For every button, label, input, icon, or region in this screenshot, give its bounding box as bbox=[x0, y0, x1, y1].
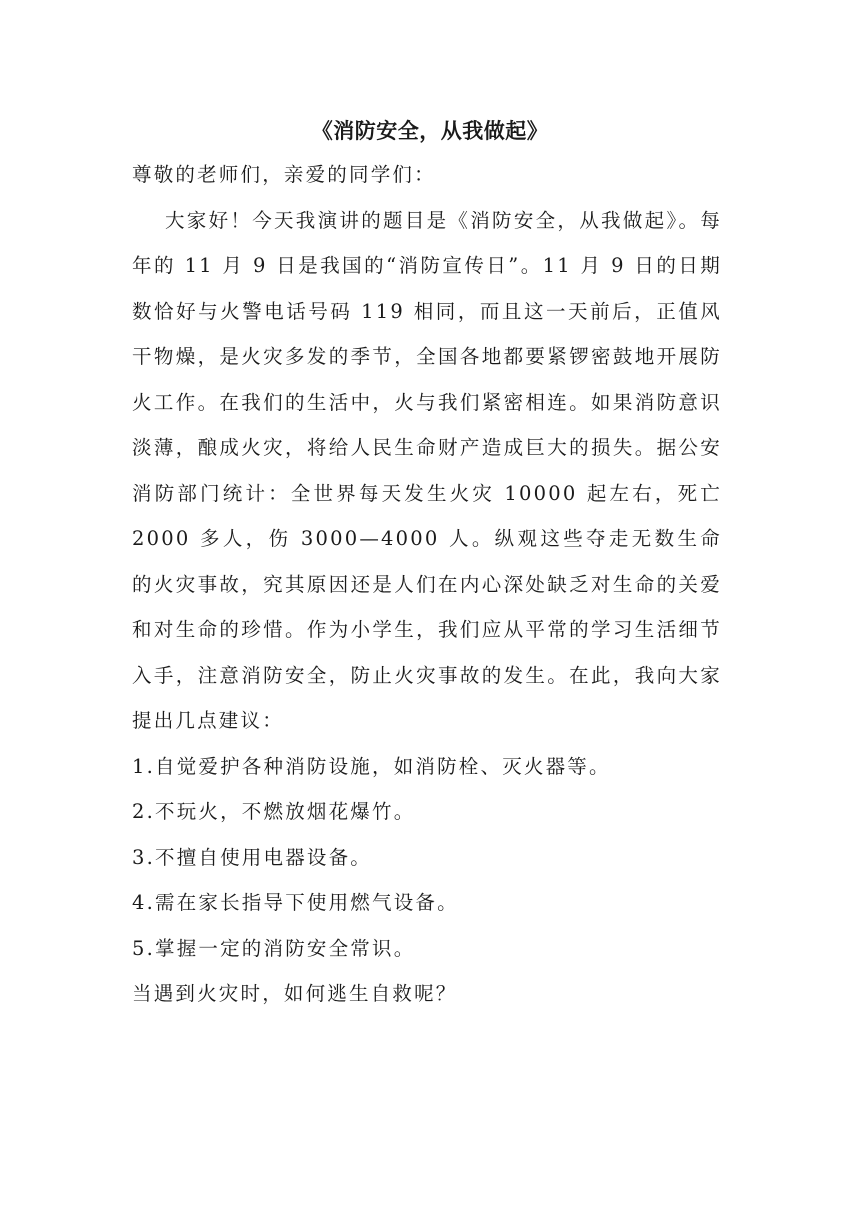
document-title: 《消防安全，从我做起》 bbox=[311, 119, 549, 143]
suggestion-item-5: 5.掌握一定的消防安全常识。 bbox=[132, 936, 416, 960]
suggestion-item-1: 1.自觉爱护各种消防设施，如消防栓、灭火器等。 bbox=[132, 754, 611, 778]
intro-paragraph: 大家好！今天我演讲的题目是《消防安全，从我做起》。每年的 11 月 9 日是我国的“消防宣传日”。11 月 9 日的日期数恰好与火警电话号码 119 相同，而且这一天前后，正值风干物燥，是火灾多发的季节，全国各地都要紧锣密鼓地开展防火工作。在我们的生活中，火与我们紧密相连。如果消防意识淡薄，酿成火灾，将给人民生命财产造成巨大的损失。据公安消防部门统计：全世界每天发生火灾 10000 起左右，死亡 2000 多人，伤 3000—4000 人。纵观这些夺走无数生命的火灾事故，究其原因还是人们在内心深处缺乏对生命的关爱和对生命的珍惜。作为小学生，我们应从平常的学习生活细节入手，注意消防安全，防止火灾事故的发生。在此，我向大家提出几点建议： bbox=[132, 208, 722, 732]
document-body bbox=[132, 152, 722, 1017]
suggestion-item-3: 3.不擅自使用电器设备。 bbox=[132, 845, 373, 869]
salutation: 尊敬的老师们，亲爱的同学们： bbox=[132, 163, 436, 186]
suggestion-item-4: 4.需在家长指导下使用燃气设备。 bbox=[132, 891, 459, 914]
suggestion-item-2: 2.不玩火，不燃放烟花爆竹。 bbox=[132, 800, 416, 823]
closing-question: 当遇到火灾时，如何逃生自救呢？ bbox=[132, 982, 458, 1005]
